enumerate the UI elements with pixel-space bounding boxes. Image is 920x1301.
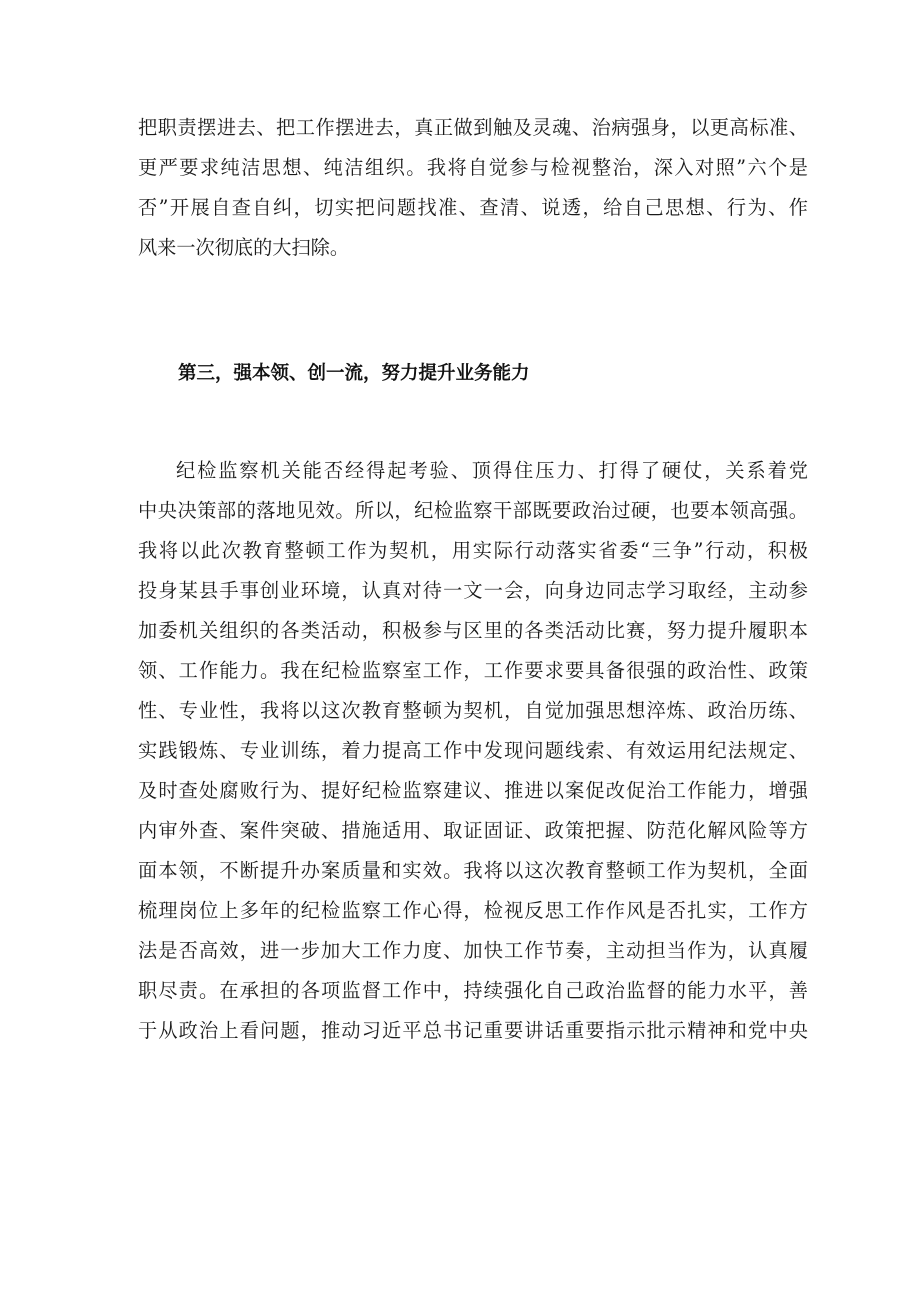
paragraph-1-line: 风来一次彻底的大扫除。	[138, 236, 350, 259]
paragraph-2-line: 内审外查、案件突破、措施适用、取证固证、政策把握、防范化解风险等方	[138, 819, 808, 842]
paragraph-1-line: 把职责摆进去、把工作摆进去，真正做到触及灵魂、治病强身，以更高标准、	[138, 116, 808, 139]
paragraph-2-line: 于从政治上看问题，推动习近平总书记重要讲话重要指示批示精神和党中央	[138, 1019, 808, 1042]
section-heading: 第三，强本领、创一流，努力提升业务能力	[178, 363, 530, 384]
paragraph-2-line: 实践锻炼、专业训练，着力提高工作中发现问题线索、有效运用纪法规定、	[138, 739, 808, 762]
paragraph-2-line: 法是否高效，进一步加大工作力度、加快工作节奏，主动担当作为，认真履	[138, 939, 808, 962]
paragraph-2-line: 领、工作能力。我在纪检监察室工作，工作要求要具备很强的政治性、政策	[138, 659, 808, 682]
paragraph-1-line: 否”开展自查自纠，切实把问题找准、查清、说透，给自己思想、行为、作	[138, 196, 808, 219]
paragraph-2-line: 及时查处腐败行为、提好纪检监察建议、推进以案促改促治工作能力，增强	[138, 779, 808, 802]
paragraph-1	[138, 108, 808, 268]
paragraph-2-line: 投身某县手事创业环境，认真对待一文一会，向身边同志学习取经，主动参	[138, 579, 808, 602]
paragraph-1-line: 更严要求纯洁思想、纯洁组织。我将自觉参与检视整治，深入对照”六个是	[138, 156, 808, 179]
paragraph-2-line: 我将以此次教育整顿工作为契机，用实际行动落实省委“三争”行动，积极	[138, 539, 808, 562]
paragraph-2	[138, 451, 808, 1051]
paragraph-2-line: 梳理岗位上多年的纪检监察工作心得，检视反思工作作风是否扎实，工作方	[138, 899, 808, 922]
paragraph-2-line: 加委机关组织的各类活动，积极参与区里的各类活动比赛，努力提升履职本	[138, 619, 808, 642]
paragraph-2-line: 中央决策部的落地见效。所以，纪检监察干部既要政治过硬，也要本领高强。	[138, 499, 808, 522]
paragraph-2-line: 职尽责。在承担的各项监督工作中，持续强化自己政治监督的能力水平，善	[138, 979, 808, 1002]
paragraph-2-line: 面本领，不断提升办案质量和实效。我将以这次教育整顿工作为契机，全面	[138, 859, 808, 882]
paragraph-2-line: 性、专业性，我将以这次教育整顿为契机，自觉加强思想淬炼、政治历练、	[138, 699, 808, 722]
paragraph-2-line: 纪检监察机关能否经得起考验、顶得住压力、打得了硬仗，关系着党	[176, 459, 808, 482]
